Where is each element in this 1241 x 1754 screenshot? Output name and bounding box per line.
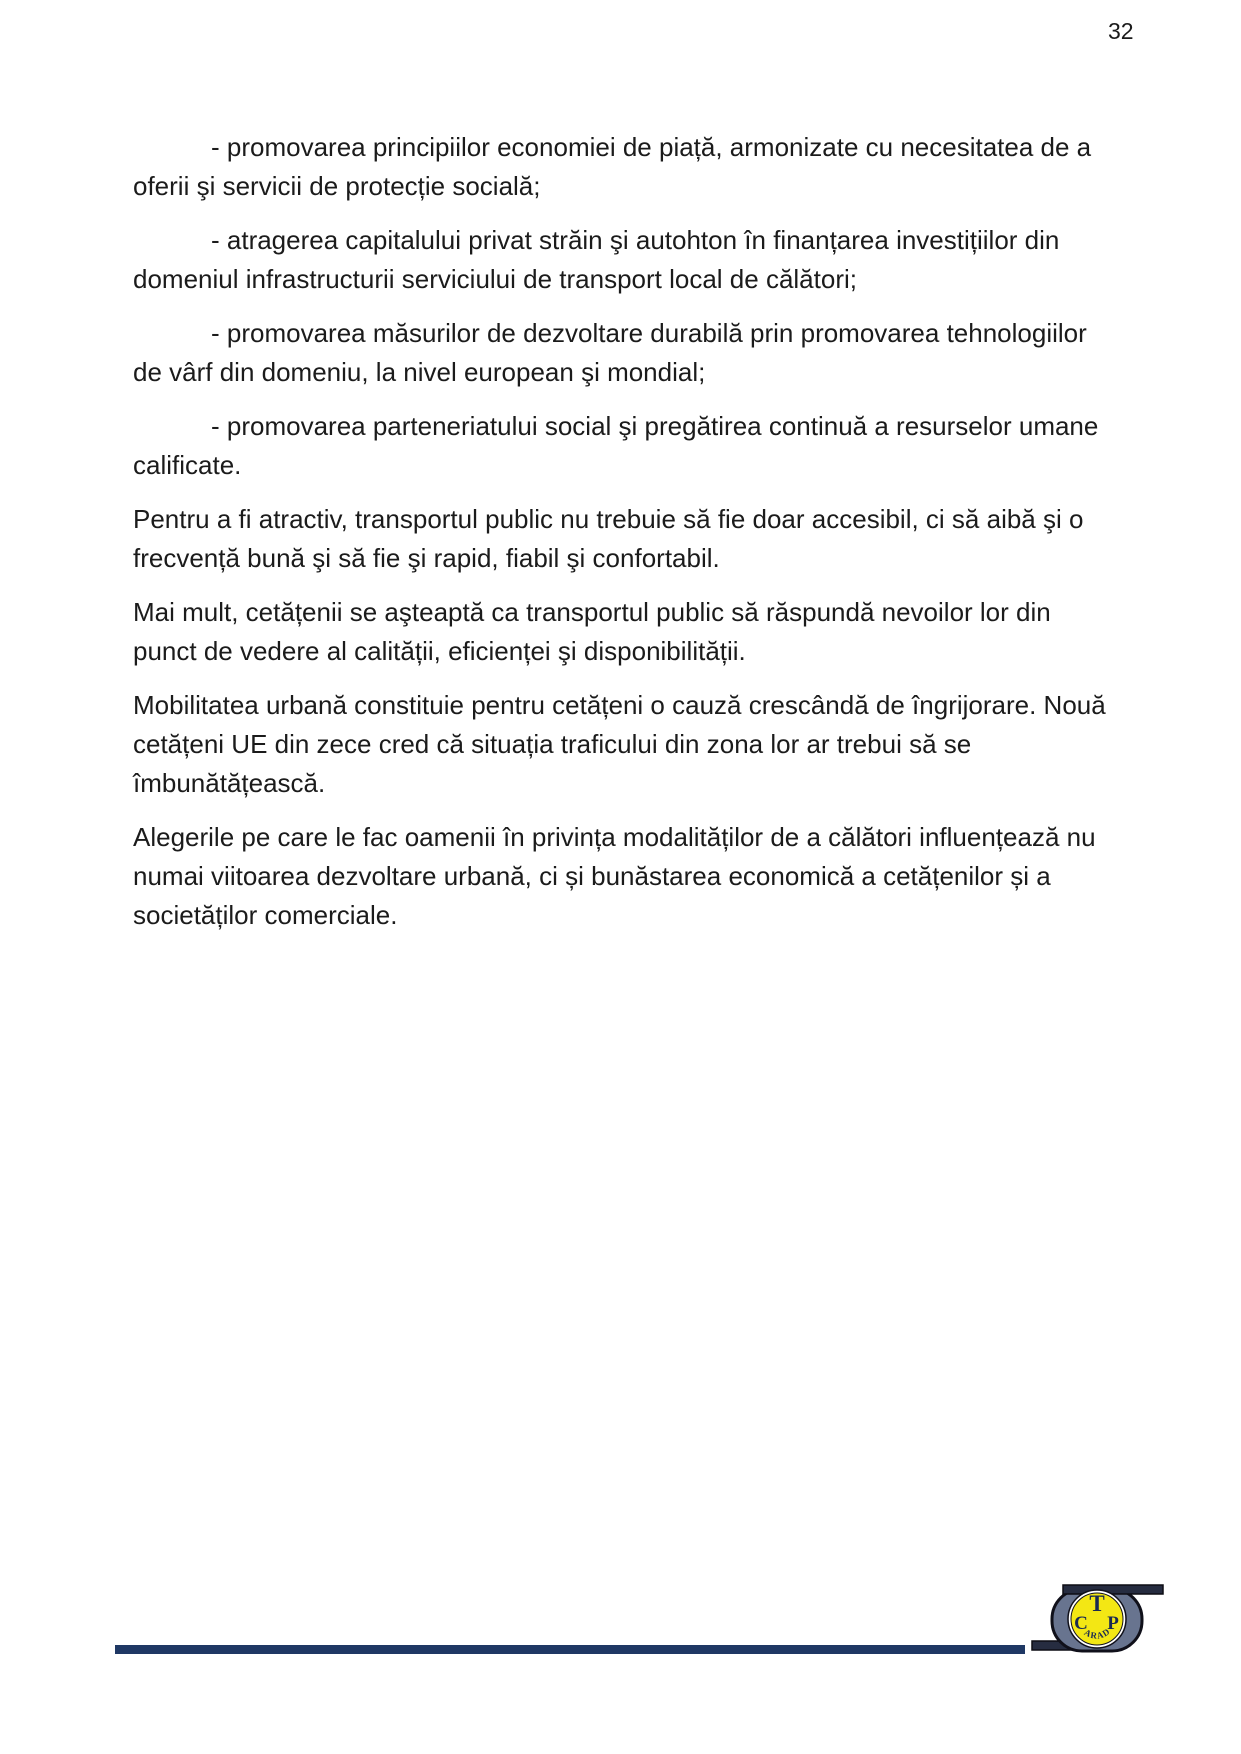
logo-letter-p: P — [1107, 1613, 1119, 1634]
paragraph: Pentru a fi atractiv, transportul public nu trebuie să fie doar accesibil, ci să aibă şi o frecvență bună şi să fie şi rapid, fiabil şi confortabil. — [133, 504, 1084, 573]
logo-letter-t: T — [1089, 1591, 1105, 1616]
paragraph: Mai mult, cetățenii se aşteaptă ca transportul public să răspundă nevoilor lor din punct de vedere al calității, eficienței şi disponibilității. — [133, 597, 1051, 666]
page-number: 32 — [1108, 18, 1134, 44]
paragraph: - atragerea capitalului privat străin şi autohton în finanțarea investițiilor din domeniul infrastructurii serviciului de transport local de călători; — [133, 225, 1060, 294]
logo-top-bar — [1063, 1585, 1163, 1594]
ctp-arad-logo-icon — [1030, 1578, 1165, 1658]
logo-letter-c: C — [1074, 1613, 1088, 1634]
paragraph: - promovarea principiilor economiei de piață, armonizate cu necesitatea de a oferii şi servicii de protecție socială; — [133, 132, 1092, 201]
footer-rule — [115, 1645, 1025, 1654]
paragraph: - promovarea parteneriatului social şi pregătirea continuă a resurselor umane calificate. — [133, 411, 1099, 480]
logo-arc-textpath: ARAD — [1082, 1626, 1113, 1641]
paragraph: - promovarea măsurilor de dezvoltare durabilă prin promovarea tehnologiilor de vârf din domeniu, la nivel european şi mondial; — [133, 318, 1087, 387]
paragraph: Mobilitatea urbană constituie pentru cetățeni o cauză crescândă de îngrijorare. Nouă cetățeni UE din zece cred că situația traficului din zona lor ar trebui să se îmbunătățească. — [133, 690, 1106, 798]
paragraph: Alegerile pe care le fac oamenii în privința modalităților de a călători influențează nu numai viitoarea dezvoltare urbană, ci și bunăstarea economică a cetățenilor și a societăților comerciale. — [133, 822, 1096, 930]
body-text — [133, 128, 1118, 950]
